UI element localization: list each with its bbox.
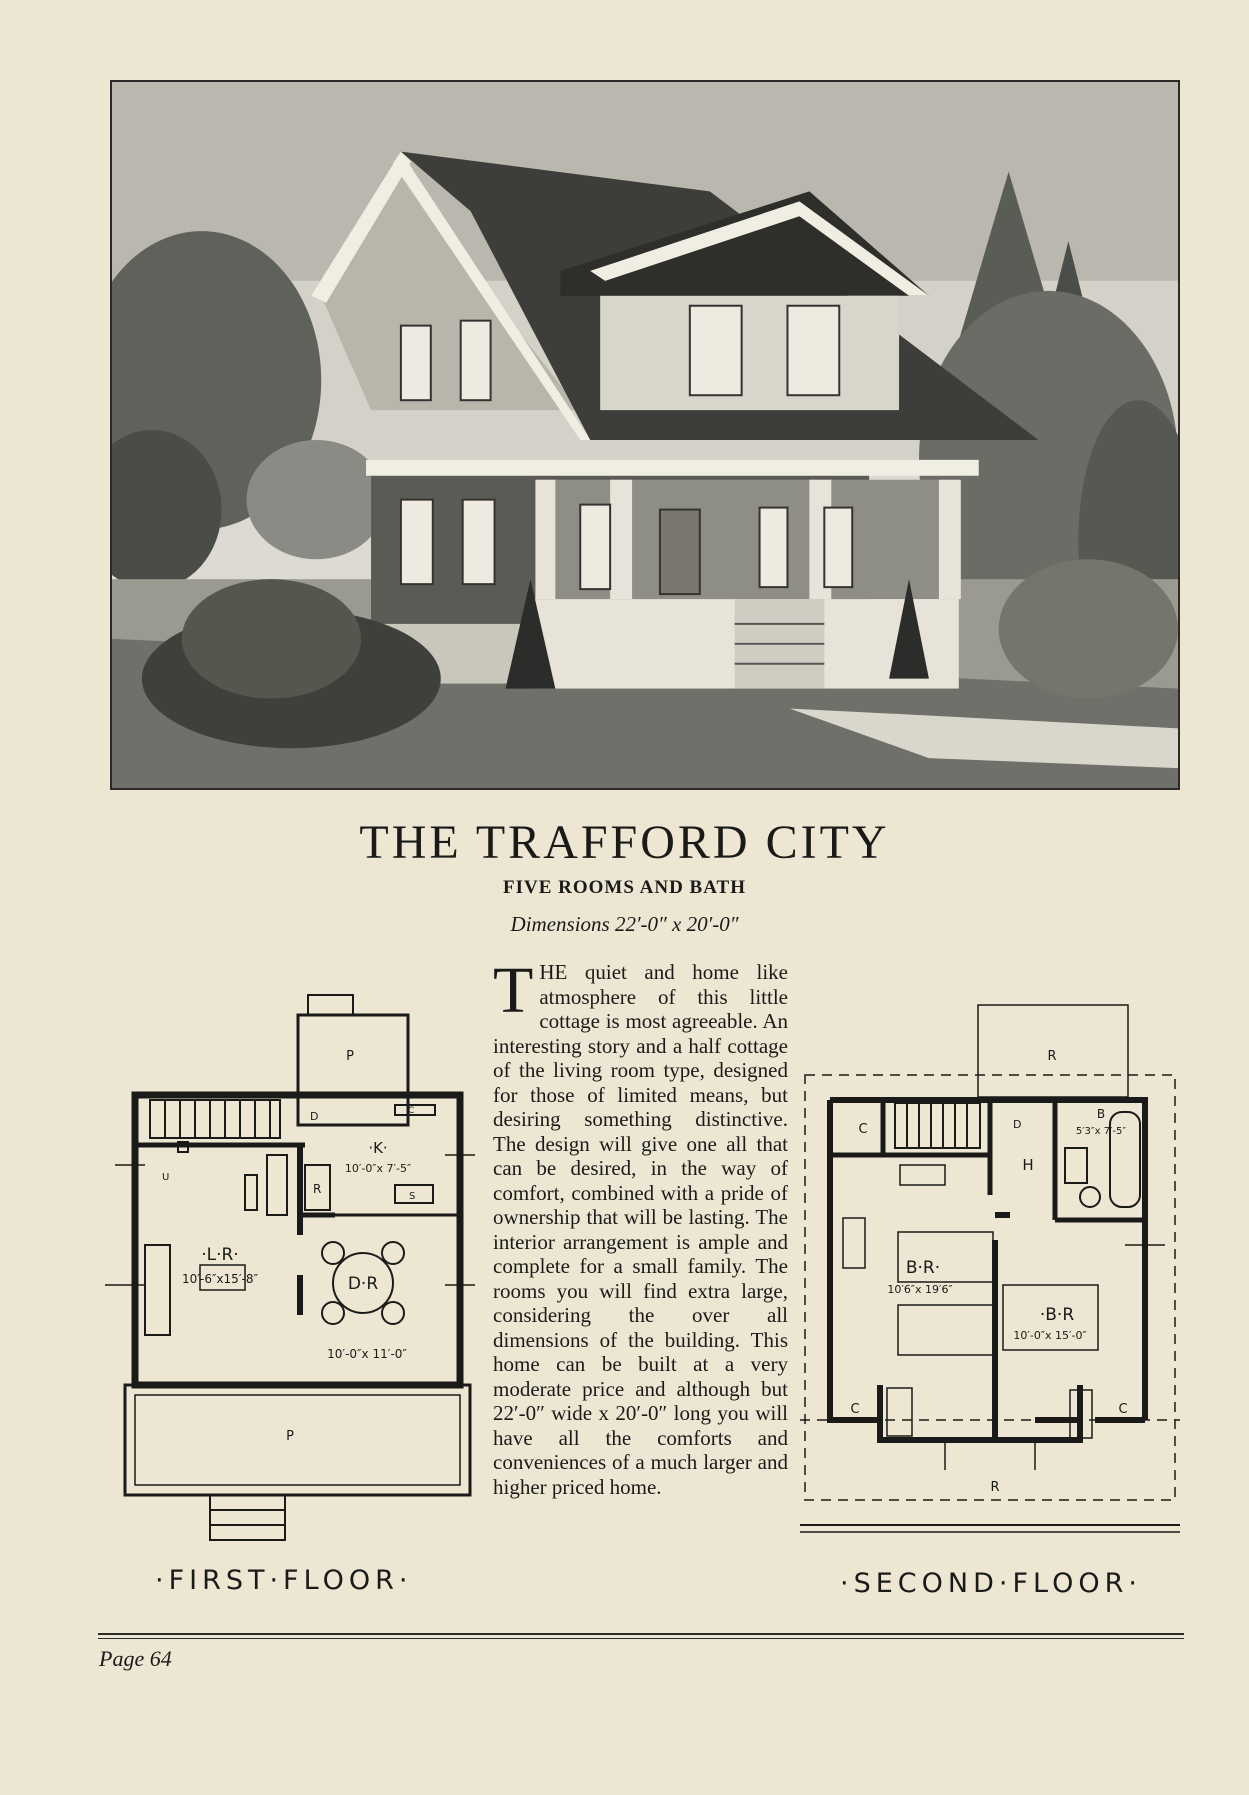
- fp-dining-label: D·R: [347, 1274, 379, 1294]
- sf-door-label: D: [1013, 1118, 1022, 1131]
- description-body: HE quiet and home like atmosphere of this little cottage is most agreeable. An interesting story and a half cottage of the living room type, designed for those of limited means, but desiring something distinctive. The design will give one all that can be desired, in the way of comfort, combined with a pride of ownership that will be lasting. The interior arrangement is ample and complete for a small family. The rooms you will find extra large, considering the over all dimensions of the building. This home can be built at a very moderate price and although but 22′-0″ wide x 20′-0″ long you will have all the comforts and conveniences of a much larger and higher priced home.: [493, 960, 788, 1499]
- sf-hall-label: H: [1022, 1156, 1034, 1174]
- drop-cap: T: [493, 954, 534, 1027]
- fp-living-label: ·L·R·: [201, 1245, 239, 1265]
- sf-bedroom2-label: ·B·R: [1039, 1305, 1075, 1325]
- fp-refrigerator-label: R: [313, 1182, 322, 1196]
- fp-door-label: D: [310, 1110, 319, 1123]
- fp-living-size: 10′-6″x15′-8″: [182, 1272, 258, 1286]
- fp-porch-rear-label: P: [346, 1049, 354, 1064]
- sf-closet-br-label: C: [1118, 1402, 1128, 1417]
- sf-bedroom1-size: 10′6″x 19′6″: [887, 1283, 953, 1296]
- description-text: [493, 954, 788, 1499]
- fp-up-label: U: [162, 1172, 170, 1183]
- sf-bath-size: 5′3″x 7′-5″: [1075, 1126, 1127, 1137]
- sf-closet-left-label: C: [858, 1122, 868, 1137]
- fp-cabinet-label: C: [408, 1106, 415, 1116]
- fp-porch-front-label: P: [286, 1429, 294, 1444]
- page-number: Page 64: [99, 1646, 172, 1671]
- house-title: THE TRAFFORD CITY: [359, 816, 890, 869]
- sf-bath-label: B: [1096, 1107, 1106, 1121]
- second-floor-plan: [795, 1000, 1185, 1540]
- sf-roof-bottom-label: R: [990, 1480, 1000, 1495]
- first-floor-plan: [105, 985, 475, 1545]
- house-dimensions: Dimensions 22′-0″ x 20′-0″: [510, 912, 739, 936]
- sf-roof-top-label: R: [1047, 1049, 1057, 1064]
- fp-kitchen-size: 10′-0″x 7′-5″: [344, 1162, 412, 1175]
- fp-kitchen-label: ·K·: [368, 1139, 388, 1157]
- fp-dining-size: 10′-0″x 11′-0″: [327, 1347, 407, 1361]
- sf-bedroom1-label: B·R·: [905, 1258, 941, 1278]
- sf-bedroom2-size: 10′-0″x 15′-0″: [1013, 1329, 1087, 1342]
- fp-sink-label: S: [409, 1191, 416, 1202]
- sf-closet-bl-label: C: [850, 1402, 860, 1417]
- footer-rule: [98, 1633, 1184, 1635]
- house-illustration: [110, 80, 1180, 790]
- second-floor-label: ·SECOND·FLOOR·: [840, 1568, 1142, 1599]
- footer-rule-thin: [98, 1638, 1184, 1639]
- first-floor-label: ·FIRST·FLOOR·: [155, 1565, 413, 1596]
- house-subtitle: FIVE ROOMS AND BATH: [503, 877, 746, 898]
